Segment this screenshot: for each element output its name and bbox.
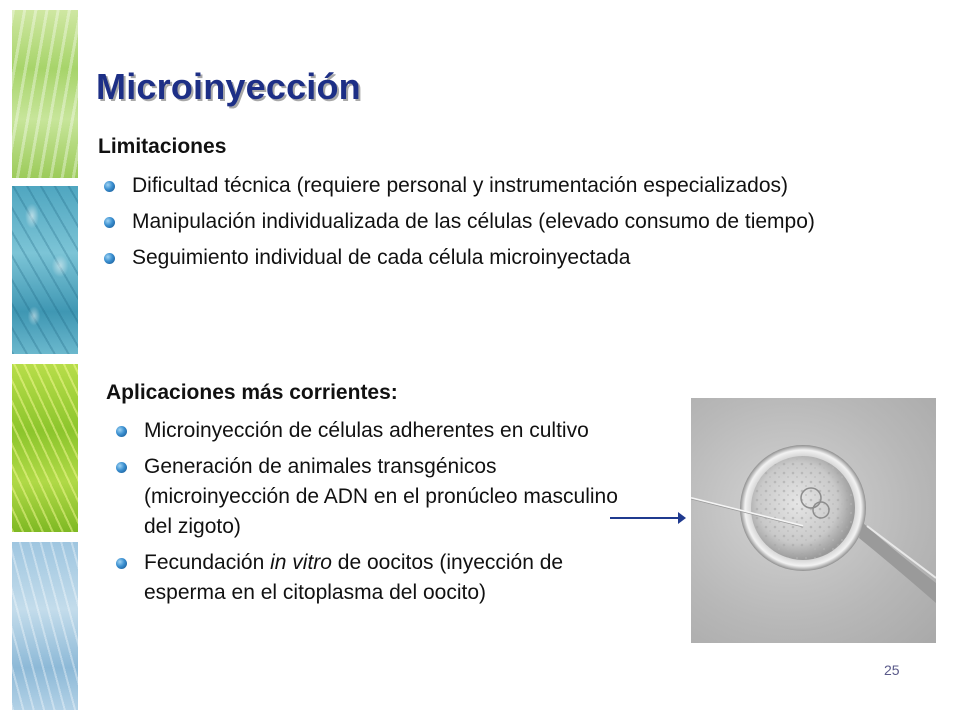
limitations-heading: Limitaciones: [98, 135, 227, 158]
arrow-icon: [608, 508, 688, 528]
bullet-icon: [116, 426, 127, 437]
bullet-icon: [116, 462, 127, 473]
list-item-text: Manipulación individualizada de las células (elevado consumo de tiempo): [132, 210, 815, 233]
bullet-icon: [116, 558, 127, 569]
bullet-icon: [104, 181, 115, 192]
text-segment: Fecundación: [144, 551, 271, 574]
list-item: [110, 548, 620, 608]
decorative-image-strip-green: [12, 10, 78, 178]
bullet-icon: [104, 217, 115, 228]
oocyte-micrograph-graphic: [691, 398, 936, 643]
list-item: [98, 243, 928, 273]
list-item-text: [144, 551, 563, 604]
list-item-text: Generación de animales transgénicos (microinyección de ADN en el pronúcleo masculino del zigoto): [144, 455, 618, 538]
page-number: 25: [884, 662, 900, 678]
decorative-image-strip-lime: [12, 364, 78, 532]
list-item: [98, 207, 928, 237]
list-item: [110, 452, 620, 542]
list-item-text: Microinyección de células adherentes en cultivo: [144, 419, 589, 442]
applications-heading: Aplicaciones más corrientes:: [106, 381, 398, 404]
limitations-list: [98, 171, 928, 279]
slide-title: Microinyección: [96, 66, 361, 107]
text-segment: de oocitos (inyección de esperma en el citoplasma del oocito): [144, 551, 564, 604]
list-item-text: Dificultad técnica (requiere personal y instrumentación especializados): [132, 174, 788, 197]
bullet-icon: [104, 253, 115, 264]
italic-term: in vitro: [270, 551, 332, 574]
decorative-image-strip-blue: [12, 186, 78, 354]
list-item: [98, 171, 928, 201]
decorative-image-strip-lightblue: [12, 542, 78, 710]
oocyte-microinjection-photo: [691, 398, 936, 643]
list-item: [110, 416, 620, 446]
list-item-text: Seguimiento individual de cada célula microinyectada: [132, 246, 631, 269]
applications-list: [110, 416, 620, 614]
